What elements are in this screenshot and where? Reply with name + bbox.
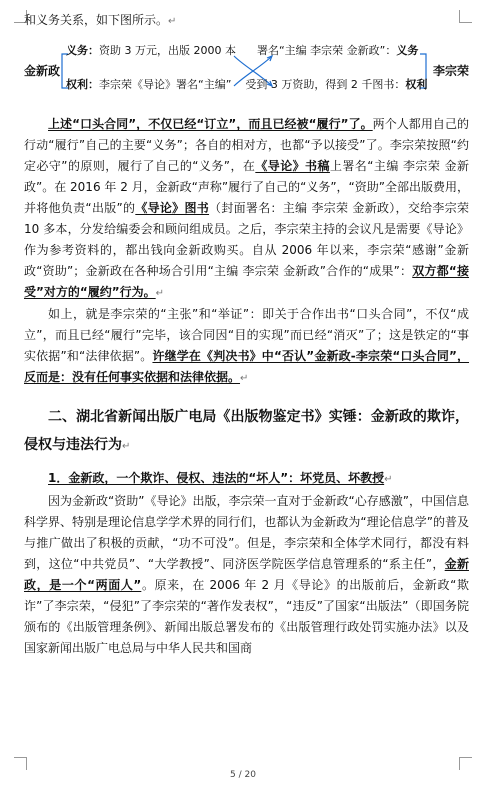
subheading-text: 1．金新政，一个欺诈、侵权、违法的“坏人”：坏党员、坏教授 — [48, 471, 385, 485]
obligation-right-text: 署名“主编 李宗荣 金新政”： — [256, 44, 397, 57]
paragraph-3 — [24, 491, 469, 659]
p1-mid2: 上署名“主编 李宗荣 金新政”。在 2016 年 2 月，金新政“声称”履行了自己的“义务”，“资助”全部出版费用，并将他负责“出版”的 — [24, 159, 469, 215]
p1-tail: 双方都“接受”对方的“履约”行为。 — [24, 264, 470, 299]
paragraph-mark-icon: ↵ — [155, 288, 165, 299]
p1-mid1: 两个人都用自己的行动“履行”自己的主要“义务”；各自的相对方，也都“予以接受”了。李宗荣按照“约定必守”的原则，履行了自己的“义务”，在 — [24, 117, 469, 173]
p3-mid2: 。原来，在 2006 年 2 月《导论》的出版前后，金新政“欺诈”了李宗荣，“侵犯”了李宗荣的“著作发表权”，“违反”了国家“出版法”（即国务院颁布的《出版管理条例》、新闻出版总署发布的《出版管理行政处罚实施办法》以及国家新闻出版广电总局与中华人民共和国商 — [24, 578, 469, 655]
paragraph-mark-icon: ↵ — [384, 474, 393, 485]
diagram-bottom-row — [66, 76, 427, 92]
p1-underline-2: 《导论》图书 — [135, 201, 210, 215]
page-number: 5 / 20 — [230, 770, 256, 780]
right-right-text: 受到 3 万资助，得到 2 千图书： — [245, 78, 406, 91]
paragraph-mark-icon: ↵ — [122, 441, 131, 452]
p2-tail: 许继学在《判决书》中“否认”金新政-李宗荣“口头合同”，反而是：没有任何事实依据和法律依据。 — [24, 349, 470, 384]
crop-mark-bottom-right — [459, 757, 472, 770]
paragraph-mark-icon: ↵ — [168, 16, 177, 27]
p1-lead: 上述“口头合同”，不仅已经“订立”，而且已经被“履行”了。 — [48, 117, 373, 131]
rights-obligations-diagram — [24, 42, 469, 100]
p1-mid3: （封面署名：主编 李宗荣 金新政），交给李宗荣 10 多本，分发给编委会和顾问组成员。之后，李宗荣主持的会议凡是需要《导论》作为参考资料的，都出钱向金新政购买。自从 2006 年以来，李宗荣“感谢”金新政“资助”；金新政在各种场合引用“主编 李宗荣 金新政”合作的“成果”： — [24, 201, 469, 278]
p2-mid: 如上，就是李宗荣的“主张”和“举证”：即关于合作出书“口头合同”，不仅“成立”，而且已经“履行”完毕，该合同因“目的实现”而已经“消灭”了；这是铁定的“事实依据”和“法律依据”。 — [24, 307, 469, 363]
subheading-1 — [24, 467, 469, 491]
right-label: 权利： — [66, 78, 99, 91]
obligation-end-label: 义务 — [396, 44, 419, 57]
right-left-text: 李宗荣《导论》署名“主编” — [99, 78, 232, 91]
paragraph-mark-icon: ↵ — [240, 373, 249, 384]
diagram-left-party: 金新政 — [24, 64, 61, 78]
section-heading-2 — [24, 403, 469, 461]
paragraph-2 — [24, 304, 469, 389]
intro-text: 和义务关系，如下图所示。 — [24, 13, 169, 27]
document-body — [24, 10, 469, 659]
p3-underline: 金新政，是一个“两面人” — [24, 557, 469, 592]
intro-paragraph — [24, 10, 469, 32]
section-heading-text: 二、湖北省新闻出版广电局《出版物鉴定书》实锤：金新政的欺诈，侵权与违法行为 — [24, 409, 469, 453]
right-end-label: 权利 — [405, 78, 428, 91]
paragraph-1 — [24, 114, 469, 304]
obligation-left-text: 资助 3 万元，出版 2000 本 — [99, 44, 236, 57]
diagram-top-row — [66, 42, 418, 58]
p3-mid1: 因为金新政“资助”《导论》出版，李宗荣一直对于金新政“心存感激”，中国信息科学界、特别是理论信息学学术界的同行们，也都认为金新政为“理论信息学”的普及与推广做出了积极的贡献，“功不可没”。但是，李宗荣和全体学术同行，都没有料到，这位“中共党员”、“大学教授”、同济医学院医学信息管理系的“系主任”， — [24, 494, 469, 571]
diagram-right-party: 李宗荣 — [432, 64, 469, 78]
obligation-label: 义务： — [66, 44, 99, 57]
p1-underline-1: 《导论》书稿 — [255, 159, 330, 173]
crop-mark-bottom-left — [14, 757, 27, 770]
